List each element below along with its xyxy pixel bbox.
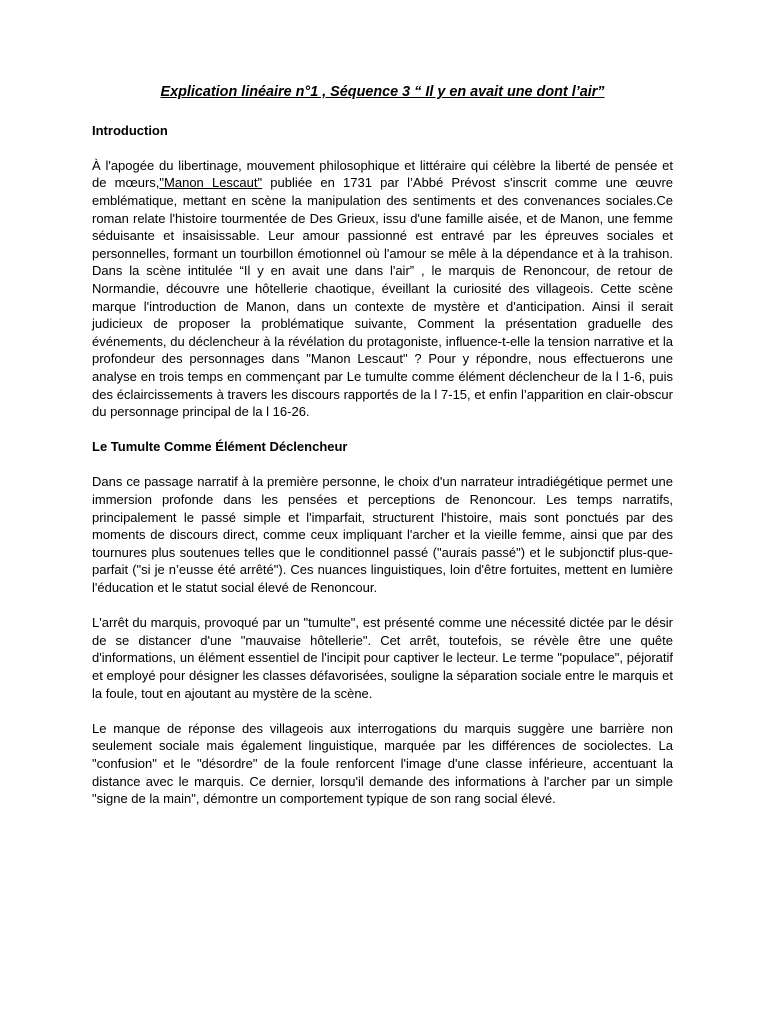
introduction-heading: Introduction [92, 122, 168, 138]
introduction-paragraph [92, 157, 673, 421]
section-heading-tumulte: Le Tumulte Comme Élément Déclencheur [92, 439, 348, 455]
section-paragraph: Dans ce passage narratif à la première personne, le choix d'un narrateur intradiégétique permet une immersion profonde dans les pensées et perceptions de Renoncour. Les temps narratifs, principalement le passé simple et l'imparfait, structurent l'histoire, mais sont ponctués par des moments de discours direct, comme ceux impliquant l'archer et la vieille femme, ainsi que par des tournures plus soutenues telles que le conditionnel passé ("aurais passé") et le subjonctif plus-que-parfait ("si je n’eusse été arrêté"). Ces nuances linguistiques, loin d'être fortuites, mettent en lumière l'éducation et le statut social élevé de Renoncour. [92, 474, 673, 596]
document-title: Explication linéaire n°1 , Séquence 3 “ Il y en avait une dont l’air” [160, 84, 605, 100]
section-paragraph: Le manque de réponse des villageois aux interrogations du marquis suggère une barrière non seulement sociale mais également linguistique, marquée par les différences de sociolectes. La "confusion" et le "désordre" de la foule renforcent l'image d'une classe inférieure, accentuant la distance avec le marquis. Ce dernier, lorsqu'il demande des informations à l'archer par un simple "signe de la main", démontre un comportement typique de son rang social élevé. [92, 720, 673, 807]
novel-title-link[interactable]: "Manon Lescaut" [159, 175, 263, 191]
document-body [92, 84, 673, 825]
section-paragraph: L'arrêt du marquis, provoqué par un "tumulte", est présenté comme une nécessité dictée par le désir de se distancer d'une "mauvaise hôtellerie". Cet arrêt, toutefois, se révèle être une quête d'informations, un élément essentiel de l'incipit pour captiver le lecteur. Le terme "populace", péjoratif et employé pour désigner les classes défavorisées, souligne la séparation sociale entre le marquis et la foule, tout en ajoutant au mystère de la scène. [92, 615, 673, 701]
intro-text-start: À l'apogée du libertinage, mouvement philosophique et littéraire qui célèbre la liberté de pensée et de mœurs, [92, 157, 673, 191]
intro-text-rest: publiée en 1731 par l’Abbé Prévost s'inscrit comme une œuvre emblématique, mettant en scène la manipulation des sentiments et des convenances sociales.Ce roman relate l'histoire tourmentée de Des Grieux, issu d'une famille aisée, et de Manon, une femme séduisante et insaisissable. Leur amour passionné est entravé par les épreuves sociales et personnelles, formant un tourbillon émotionnel où l'amour se mêle à la dépendance et à la trahison. Dans la scène intitulée “Il y en avait une dans l'air” , le marquis de Renoncour, de retour de Normandie, découvre une hôtellerie chaotique, éveillant la curiosité des villageois. Cette scène marque l'introduction de Manon, dans un contexte de mystère et d'anticipation. Ainsi il serait judicieux de proposer la problématique suivante, Comment la présentation graduelle des événements, du déclencheur à la révélation du protagoniste, influence-t-elle la tension narrative et la profondeur des personnages dans "Manon Lescaut" ? Pour y répondre, nous effectuerons une analyse en trois temps en commençant par Le tumulte comme élément déclencheur de la l 1-6, puis des éclaircissements à travers les discours rapportés de la l 7-15, et enfin l’apparition en clair-obscur du personnage principal de la l 16-26. [92, 175, 674, 420]
